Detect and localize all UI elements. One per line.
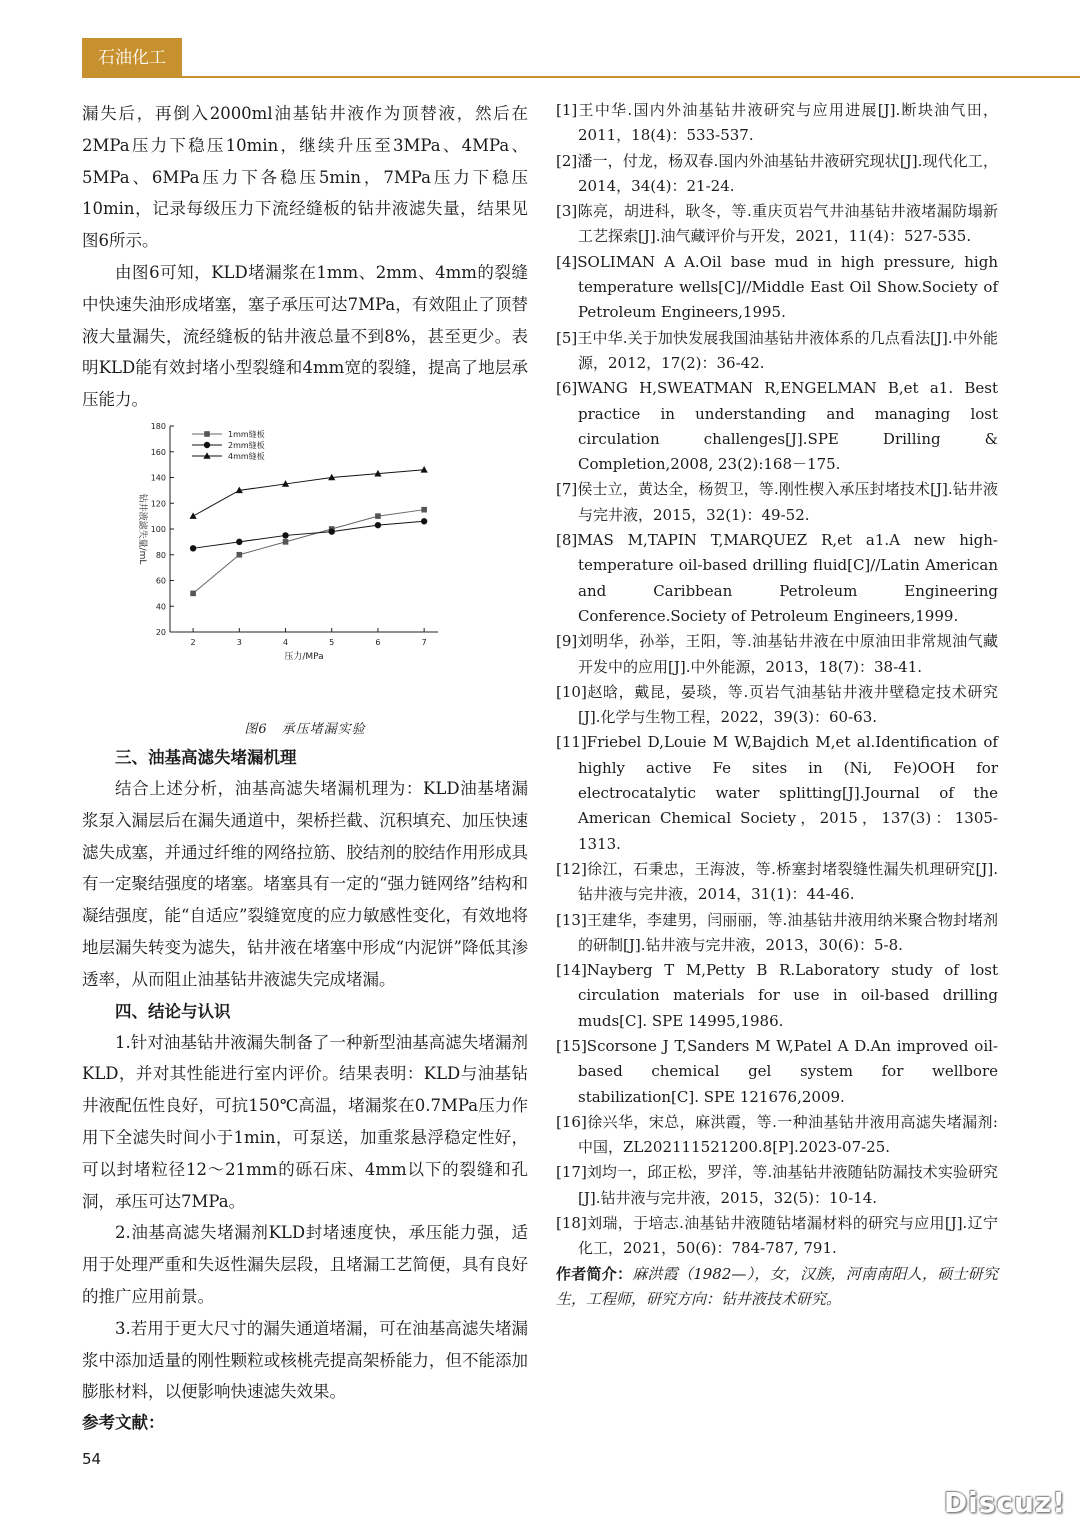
reference-item: [17]刘均一，邱正松，罗洋，等.油基钻井液随钻防漏技术实验研究[J].钻井液与完井液，2015，32(5)：10-14. — [556, 1163, 998, 1207]
y-tick-label: 40 — [155, 602, 166, 612]
section-3-heading: 三、油基高滤失堵漏机理 — [115, 747, 297, 767]
reference-item: [11]Friebel D,Louie M W,Bajdich M,et al.Identification of highly active Fe sites in (Ni, Fe)OOH for electrocatalytic water splitting[J].Journal of the American Chemical Society，2015，137(3)：1305-1313. — [556, 733, 998, 853]
reference-item: [15]Scorsone J T,Sanders M W,Patel A D.An improved oil-based chemical gel system for wellbore stabilization[C]. SPE 121676,2009. — [556, 1036, 998, 1106]
header-rule — [182, 76, 1080, 78]
y-tick-label: 140 — [150, 473, 166, 483]
reference-item: [3]陈亮，胡进科，耿冬，等.重庆页岩气井油基钻井液堵漏防塌新工艺探索[J].油气藏评价与开发，2021，11(4)：527-535. — [556, 202, 998, 246]
x-tick-label: 3 — [236, 637, 242, 647]
reference-item: [4]SOLIMAN A A.Oil base mud in high pressure, high temperature wells[C]//Middle East Oil Show.Society of Petroleum Engineers,1995. — [556, 252, 998, 322]
y-tick-label: 180 — [150, 421, 166, 431]
body-paragraph-1: 漏失后，再倒入2000ml油基钻井液作为顶替液，然后在2MPa压力下稳压10min，继续升压至3MPa、4MPa、5MPa、6MPa压力下各稳压5min，7MPa压力下稳压10min，记录每级压力下流经缝板的钻井液滤失量，结果见图6所示。 — [82, 104, 528, 251]
page-number: 54 — [82, 1450, 102, 1468]
data-point — [375, 513, 381, 519]
reference-item: [1]王中华.国内外油基钻井液研究与应用进展[J].断块油气田，2011，18(4)：533-537. — [556, 101, 998, 145]
conclusion-3: 3.若用于更大尺寸的漏失通道堵漏，可在油基高滤失堵漏浆中添加适量的刚性颗粒或核桃壳提高架桥能力，但不能添加膨胀材料，以便影响快速滤失效果。 — [82, 1318, 528, 1402]
data-point — [283, 539, 289, 545]
data-point — [375, 522, 381, 528]
references-heading: 参考文献： — [82, 1413, 165, 1433]
y-tick-label: 80 — [155, 550, 166, 560]
reference-item: [12]徐江，石秉忠，王海波，等.桥塞封堵裂缝性漏失机理研究[J].钻井液与完井液，2014，31(1)：44-46. — [556, 859, 998, 904]
reference-item: [8]MAS M,TAPIN T,MARQUEZ R,et a1.A new high-temperature oil-based drilling fluid[C]//Latin American and Caribbean Petroleum Engineering Conference.Society of Petroleum Engineers,1999. — [556, 531, 998, 625]
author-bio — [556, 1262, 998, 1313]
x-tick-label: 4 — [282, 637, 289, 647]
reference-item: [7]侯士立，黄达全，杨贺卫，等.刚性楔入承压封堵技术[J].钻井液与完井液，2015，32(1)：49-52. — [556, 480, 998, 524]
data-point — [190, 545, 196, 551]
reference-item: [14]Nayberg T M,Petty B R.Laboratory study of lost circulation materials for use in oil-based drilling muds[C]. SPE 14995,1986. — [556, 961, 998, 1030]
data-point — [237, 552, 243, 558]
y-tick-label: 20 — [155, 627, 166, 637]
series-line — [193, 470, 424, 516]
reference-list — [556, 98, 998, 1262]
data-point — [421, 507, 427, 513]
data-point — [329, 528, 335, 534]
x-tick-label: 2 — [190, 637, 196, 647]
reference-item: [13]王建华，李建男，闫丽丽，等.油基钻井液用纳米聚合物封堵剂的研制[J].钻井液与完井液，2013，30(6)：5-8. — [556, 910, 998, 954]
legend-marker — [204, 431, 210, 437]
right-column — [556, 98, 998, 1312]
body-paragraph-3: 结合上述分析，油基高滤失堵漏机理为：KLD油基堵漏浆泵入漏层后在漏失通道中，架桥拦截、沉积填充、加压快速滤失成塞，并通过纤维的网络拉筋、胶结剂的胶结作用形成具有一定聚结强度的堵塞。堵塞具有一定的“强力链网络”结构和凝结强度，能“自适应”裂缝宽度的应力敏感性变化，有效地将地层漏失转变为滤失，钻井液在堵塞中形成“内泥饼”降低其渗透率，从而阻止油基钻井液滤失完成堵漏。 — [82, 778, 528, 989]
legend-label: 1mm缝板 — [228, 429, 265, 439]
left-column — [82, 98, 528, 1438]
y-tick-label: 100 — [150, 524, 166, 534]
legend-marker — [204, 442, 210, 448]
reference-item: [10]赵晗，戴昆，晏琰，等.页岩气油基钻井液井壁稳定技术研究[J].化学与生物工程，2022，39(3)：60-63. — [556, 682, 998, 727]
data-point — [282, 532, 288, 538]
legend-label: 4mm缝板 — [228, 451, 265, 461]
x-tick-label: 7 — [421, 637, 427, 647]
reference-item: [6]WANG H,SWEATMAN R,ENGELMAN B,et a1. Best practice in understanding and managing lost circulation challenges[J].SPE Drilling & Completion,2008, 23(2):168－175. — [556, 379, 998, 474]
reference-item: [5]王中华.关于加快发展我国油基钻井液体系的几点看法[J].中外能源，2012，17(2)：36-42. — [556, 328, 998, 372]
watermark-logo: Discuz! — [943, 1486, 1066, 1519]
reference-item: [16]徐兴华，宋总，麻洪霞，等.一种油基钻井液用高滤失堵漏剂:中国，ZL202111521200.8[P].2023-07-25. — [556, 1112, 998, 1157]
body-paragraph-2: 由图6可知，KLD堵漏浆在1mm、2mm、4mm的裂缝中快速失油形成堵塞，塞子承压可达7MPa，有效阻止了顶替液大量漏失，流经缝板的钻井液总量不到8%，甚至更少。表明KLD能有效封堵小型裂缝和4mm宽的裂缝，提高了地层承压能力。 — [82, 262, 528, 410]
conclusion-2: 2.油基高滤失堵漏剂KLD封堵速度快，承压能力强，适用于处理严重和失返性漏失层段，且堵漏工艺简便，具有良好的推广应用前景。 — [82, 1223, 528, 1306]
series-line — [193, 521, 424, 548]
y-axis-label: 钻井液滤失量/mL — [137, 493, 147, 565]
y-tick-label: 160 — [150, 447, 166, 457]
data-point — [190, 512, 197, 519]
pressure-leak-chart — [82, 416, 528, 718]
x-axis-label: 压力/MPa — [284, 651, 324, 662]
series-line — [193, 510, 424, 594]
legend-label: 2mm缝板 — [228, 440, 265, 450]
reference-item: [2]潘一，付龙，杨双春.国内外油基钻井液研究现状[J].现代化工，2014，34(4)：21-24. — [556, 151, 998, 195]
data-point — [421, 518, 427, 524]
author-bio-label: 作者简介： — [556, 1264, 633, 1283]
reference-item: [9]刘明华，孙举，王阳，等.油基钻井液在中原油田非常规油气藏开发中的应用[J].中外能源，2013，18(7)：38-41. — [556, 632, 998, 676]
x-tick-label: 6 — [375, 637, 381, 647]
section-tag: 石油化工 — [82, 38, 182, 78]
y-tick-label: 60 — [155, 576, 166, 586]
section-4-heading: 四、结论与认识 — [115, 1001, 231, 1021]
figure-caption: 图6 承压堵漏实验 — [244, 721, 366, 737]
figure-6 — [82, 416, 528, 718]
author-bio-text: 麻洪霞（1982—），女，汉族，河南南阳人，硕士研究生，工程师，研究方向：钻井液技术研究。 — [556, 1264, 998, 1308]
data-point — [236, 539, 242, 545]
conclusion-1: 1.针对油基钻井液漏失制备了一种新型油基高滤失堵漏剂KLD，并对其性能进行室内评价。结果表明：KLD与油基钻井液配伍性良好，可抗150℃高温，堵漏浆在0.7MPa压力作用下全滤失时间小于1min，可泵送，加重浆悬浮稳定性好，可以封堵粒径12～21mm的砾石床、4mm以下的裂缝和孔洞，承压可达7MPa。 — [82, 1032, 528, 1211]
reference-item: [18]刘瑞，于培志.油基钻井液随钻堵漏材料的研究与应用[J].辽宁化工，2021，50(6)：784-787, 791. — [556, 1214, 998, 1258]
y-tick-label: 120 — [150, 499, 166, 509]
x-tick-label: 5 — [329, 637, 335, 647]
data-point — [190, 591, 196, 597]
data-point — [421, 466, 428, 473]
